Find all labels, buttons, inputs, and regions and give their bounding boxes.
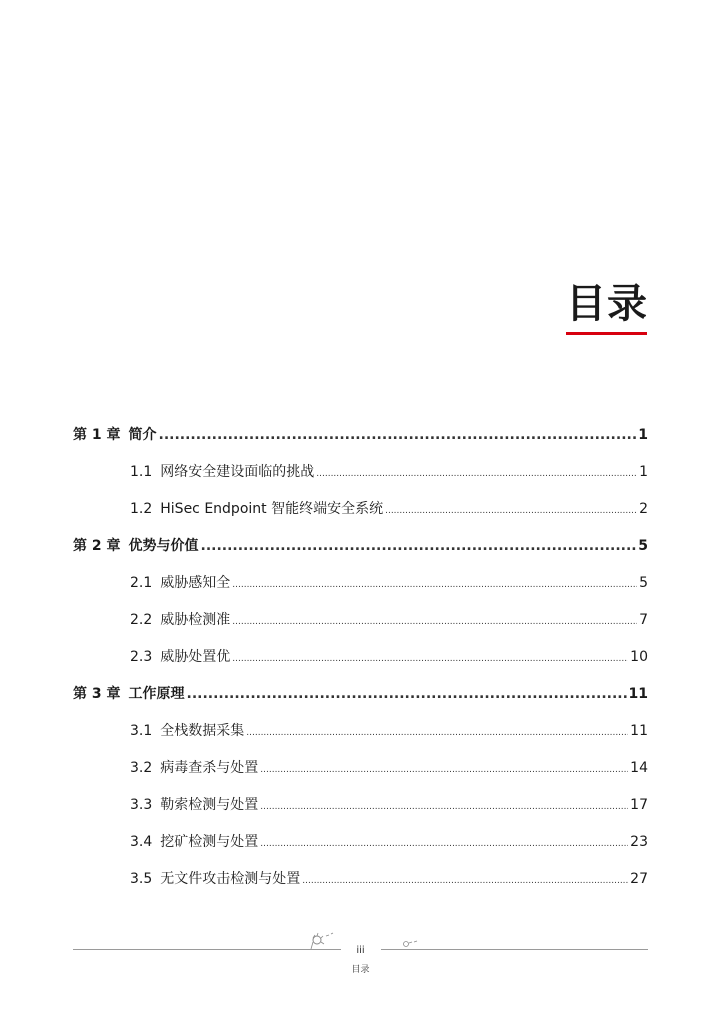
footer-ornament-left-icon [309, 930, 337, 950]
toc-leader [187, 686, 627, 702]
footer-rule-right [381, 949, 648, 950]
toc-leader [302, 871, 628, 887]
toc-entry-chapter-1[interactable] [73, 424, 648, 446]
toc-entry-3-1[interactable] [130, 720, 648, 742]
toc-label: 病毒查杀与处置 [160, 760, 259, 776]
toc-entry-2-3[interactable] [130, 646, 648, 668]
toc-leader [232, 575, 637, 591]
toc-entry-2-1[interactable] [130, 572, 648, 594]
toc-page-number: 23 [630, 834, 648, 850]
toc-label: 威胁感知全 [160, 575, 231, 591]
toc-number: 3.1 [130, 723, 153, 739]
footer-rule-left [73, 949, 341, 950]
toc-number: 3.4 [130, 834, 153, 850]
toc-page-number: 17 [630, 797, 648, 813]
toc-page-number: 1 [638, 427, 648, 443]
toc-leader [246, 723, 628, 739]
toc-number: 3.3 [130, 797, 153, 813]
footer-page-number: iii [356, 945, 365, 956]
toc-number: 第 2 章 [73, 538, 121, 554]
toc-number: 3.2 [130, 760, 153, 776]
toc-entry-3-3[interactable] [130, 794, 648, 816]
toc-page-number: 14 [630, 760, 648, 776]
toc-label: 威胁处置优 [160, 649, 231, 665]
toc-leader [232, 612, 637, 628]
toc-label: 优势与价值 [128, 538, 199, 554]
toc-entry-chapter-3[interactable] [73, 683, 648, 705]
toc-number: 2.1 [130, 575, 153, 591]
toc-page-number: 11 [630, 723, 648, 739]
toc-label: 网络安全建设面临的挑战 [160, 464, 315, 480]
toc-label: 工作原理 [128, 686, 185, 702]
page-title: 目录 [566, 281, 648, 327]
toc-entry-3-5[interactable] [130, 868, 648, 890]
toc-number: 第 3 章 [73, 686, 121, 702]
toc-entry-1-1[interactable] [130, 461, 648, 483]
toc-number: 1.2 [130, 501, 153, 517]
toc-entry-3-4[interactable] [130, 831, 648, 853]
toc-number: 第 1 章 [73, 427, 121, 443]
toc-leader [260, 834, 628, 850]
toc-label: 简介 [128, 427, 157, 443]
toc-leader [159, 427, 637, 443]
toc-number: 2.3 [130, 649, 153, 665]
title-underline [566, 332, 647, 335]
toc-number: 2.2 [130, 612, 153, 628]
toc-entry-3-2[interactable] [130, 757, 648, 779]
toc-label: HiSec Endpoint 智能终端安全系统 [160, 501, 384, 517]
footer-ornament-right-icon [400, 939, 420, 949]
toc-leader [385, 501, 637, 517]
footer-section-title: 目录 [351, 965, 370, 975]
toc-label: 全栈数据采集 [160, 723, 245, 739]
toc-entry-chapter-2[interactable] [73, 535, 648, 557]
toc-label: 无文件攻击检测与处置 [160, 871, 301, 887]
toc-number: 1.1 [130, 464, 153, 480]
toc-page-number: 7 [639, 612, 648, 628]
toc-page-number: 1 [639, 464, 648, 480]
toc-page-number: 5 [639, 575, 648, 591]
toc-label: 挖矿检测与处置 [160, 834, 259, 850]
toc-label: 勒索检测与处置 [160, 797, 259, 813]
toc-label: 威胁检测准 [160, 612, 231, 628]
toc-page-number: 2 [639, 501, 648, 517]
toc-page-number: 10 [630, 649, 648, 665]
toc-leader [201, 538, 637, 554]
toc-page-number: 27 [630, 871, 648, 887]
toc-page-number: 5 [638, 538, 648, 554]
toc-leader [260, 760, 628, 776]
toc-number: 3.5 [130, 871, 153, 887]
toc-leader [232, 649, 628, 665]
toc-leader [260, 797, 628, 813]
toc-entry-1-2[interactable] [130, 498, 648, 520]
toc-page-number: 11 [628, 686, 648, 702]
toc-leader [316, 464, 637, 480]
toc-entry-2-2[interactable] [130, 609, 648, 631]
